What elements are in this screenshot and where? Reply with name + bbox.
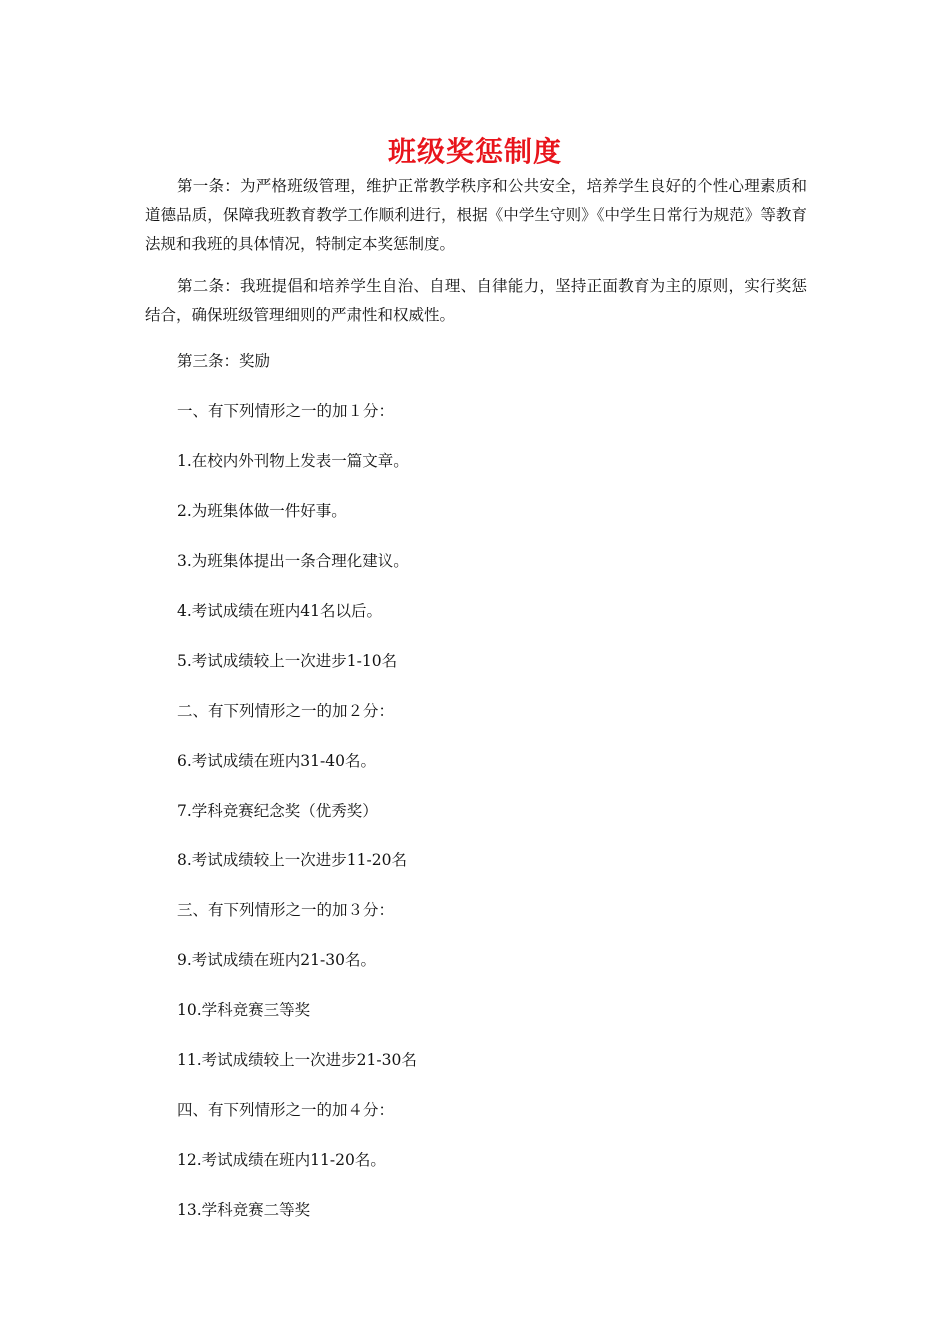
list-item: 9.考试成绩在班内21-30名。: [177, 951, 376, 969]
list-item: 一、有下列情形之一的加１分：: [177, 402, 395, 420]
article-2: 第二条：我班提倡和培养学生自治、自理、自律能力，坚持正面教育为主的原则，实行奖惩结合，确保班级管理细则的严肃性和权威性。: [145, 277, 807, 324]
article-3-heading: 第三条：奖励: [177, 352, 271, 370]
list-item: 8.考试成绩较上一次进步11-20名: [177, 851, 407, 869]
list-item: 四、有下列情形之一的加４分：: [177, 1101, 395, 1119]
list-item: 三、有下列情形之一的加３分：: [177, 901, 395, 919]
list-item: 5.考试成绩较上一次进步1-10名: [177, 652, 398, 670]
list-item: 13.学科竞赛二等奖: [177, 1201, 311, 1219]
list-item: 2.为班集体做一件好事。: [177, 502, 347, 520]
list-item: 3.为班集体提出一条合理化建议。: [177, 552, 409, 570]
list-item: 7.学科竞赛纪念奖（优秀奖）: [177, 802, 378, 820]
list-item: 11.考试成绩较上一次进步21-30名: [177, 1051, 417, 1069]
list-item: 1.在校内外刊物上发表一篇文章。: [177, 452, 409, 470]
list-item: 10.学科竞赛三等奖: [177, 1001, 311, 1019]
document-title: 班级奖惩制度: [387, 135, 562, 168]
list-item: 12.考试成绩在班内11-20名。: [177, 1151, 386, 1169]
list-item: 二、有下列情形之一的加２分：: [177, 702, 395, 720]
list-item: 6.考试成绩在班内31-40名。: [177, 752, 376, 770]
article-1: 第一条：为严格班级管理，维护正常教学秩序和公共安全，培养学生良好的个性心理素质和道德品质，保障我班教育教学工作顺利进行，根据《中学生守则》《中学生日常行为规范》等教育法规和我班的具体情况，特制定本奖惩制度。: [145, 177, 807, 253]
list-item: 4.考试成绩在班内41名以后。: [177, 602, 383, 620]
